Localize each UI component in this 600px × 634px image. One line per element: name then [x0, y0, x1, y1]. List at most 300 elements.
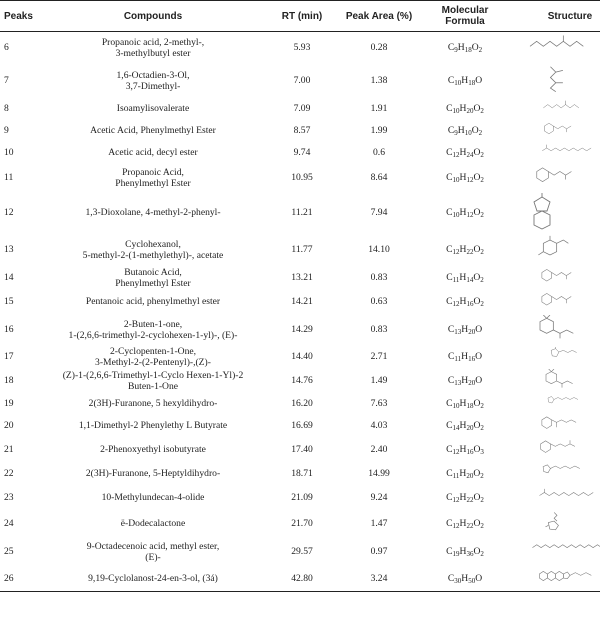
compound-name-line1: 1,1-Dimethyl-2 Phenylethy L Butyrate: [78, 420, 228, 431]
formula-element: H: [459, 420, 467, 431]
formula-count: 11: [452, 472, 460, 480]
compound-name-line2: Phenylmethyl Ester: [115, 277, 191, 289]
formula-count: 2: [480, 276, 484, 284]
formula-element: H: [459, 244, 467, 255]
formula-element: H: [459, 468, 467, 479]
header-structure: Structure: [514, 1, 600, 32]
compound-name: [44, 368, 262, 394]
peak-area: 7.94: [370, 207, 388, 218]
formula-count: 2: [480, 472, 484, 480]
formula-count: 2: [478, 46, 483, 55]
compound-name-line2: 3-Methyl-2-(2-Pentenyl)-,(Z)-: [95, 356, 211, 368]
retention-time: 14.21: [291, 296, 313, 307]
molecular-formula: [416, 98, 514, 120]
compound-name-line1: 9,19-Cyclolanost-24-en-3-ol, (3á): [88, 572, 218, 584]
compound-name-line1: 2(3H)-Furanone, 5-Heptyldihydro-: [85, 468, 221, 479]
molecular-formula: [416, 538, 514, 566]
formula-count: 2: [480, 211, 484, 219]
compound-name: [44, 234, 262, 266]
peak-area: 14.99: [368, 468, 390, 479]
peak-number: 26: [0, 566, 44, 592]
molecular-formula: [416, 438, 514, 462]
retention-time: 14.40: [291, 351, 313, 362]
formula-count: 16: [466, 448, 474, 456]
compound-name: [44, 164, 262, 192]
compound-name: [44, 538, 262, 566]
molecular-formula: [416, 510, 514, 538]
formula-element: H: [459, 518, 467, 529]
retention-time: 42.80: [262, 566, 342, 592]
linalool-structure-icon: [514, 64, 600, 98]
chain-ester-structure-icon: [514, 32, 600, 64]
formula-count: 20: [468, 379, 476, 387]
peak-number: 6: [4, 42, 9, 54]
table-row: [0, 142, 600, 164]
formula-element: C: [446, 492, 453, 503]
retention-time: 5.93: [293, 42, 311, 54]
molecular-formula: [416, 234, 514, 266]
table-row: [0, 414, 600, 438]
peak-number: 21: [4, 444, 14, 455]
formula-element: C: [446, 420, 453, 431]
molecular-formula: [416, 462, 514, 486]
compound-name: [44, 266, 262, 290]
peak-area: 0.63: [370, 296, 388, 307]
formula-element: O: [473, 518, 481, 529]
compound-name: [44, 32, 262, 64]
compound-name-line1: 10-Methylundecan-4-olide: [101, 492, 205, 503]
formula-element: O: [473, 444, 481, 455]
compound-name-line1: 2-Buten-1-one,: [123, 318, 183, 330]
peak-area: 1.91: [370, 103, 388, 114]
formula-element: H: [459, 147, 467, 158]
compound-name: [44, 64, 262, 98]
header-rt: RT (min): [262, 1, 342, 32]
formula-element: O: [473, 207, 481, 218]
table-row: [0, 314, 600, 346]
table-row: [0, 98, 600, 120]
formula-count: 12: [452, 151, 460, 159]
formula-count: 14: [466, 276, 474, 284]
peak-area: 14.10: [368, 244, 390, 255]
formula-count: 30: [454, 576, 462, 585]
molecular-formula: [416, 290, 514, 314]
formula-count: 2: [480, 522, 484, 530]
molecular-formula: [416, 486, 514, 510]
formula-element: C: [447, 42, 455, 54]
table-header-row: [0, 1, 600, 32]
compound-name-line1: (Z)-1-(2,6,6-Trimethyl-1-Cyclo Hexen-1-Yl)-2: [62, 369, 244, 381]
molecular-formula: [416, 394, 514, 414]
formula-element: H: [461, 375, 469, 386]
table-row: [0, 266, 600, 290]
formula-count: 2: [480, 107, 484, 115]
compound-name: [44, 510, 262, 538]
table-row: [0, 394, 600, 414]
compound-name-line1: 1,3-Dioxolane, 4-methyl-2-phenyl-: [85, 207, 221, 218]
peak-area: 0.97: [370, 546, 388, 557]
peak-number: 13: [4, 244, 14, 255]
lactone-structure-icon: [514, 394, 600, 414]
fatty-ester-structure-icon: [514, 538, 600, 566]
formula-count: 3: [480, 448, 484, 456]
retention-time: 11.77: [291, 244, 313, 255]
formula-element: O: [475, 572, 483, 584]
compound-name: [44, 462, 262, 486]
header-formula-line1: Molecular: [441, 5, 489, 16]
compound-name-line2: 3-methylbutyl ester: [115, 47, 191, 59]
compound-name: [44, 394, 262, 414]
benzyl-ester-structure-icon: [514, 164, 600, 192]
formula-element: C: [446, 172, 453, 183]
compound-name: [44, 120, 262, 142]
peak-number: 12: [4, 207, 14, 218]
formula-element: O: [473, 272, 481, 283]
formula-count: 2: [480, 176, 484, 184]
formula-element: O: [471, 125, 479, 136]
header-peaks: Peaks: [0, 1, 44, 32]
chain-ester-structure-icon: [514, 98, 600, 120]
compound-name-line1: Acetic Acid, Phenylmethyl Ester: [90, 125, 216, 136]
molecular-formula: [416, 314, 514, 346]
peak-number: 14: [4, 272, 14, 283]
header-compounds: Compounds: [44, 1, 262, 32]
retention-time: 21.70: [291, 518, 313, 529]
formula-element: O: [475, 351, 483, 362]
formula-count: 18: [468, 79, 476, 87]
formula-count: 22: [466, 248, 474, 256]
formula-count: 2: [480, 300, 484, 308]
formula-element: C: [446, 444, 453, 455]
table-row: [0, 538, 600, 566]
formula-element: H: [457, 42, 465, 54]
peak-number: 25: [4, 546, 14, 557]
formula-count: 16: [468, 355, 476, 363]
formula-count: 10: [452, 402, 460, 410]
formula-count: 20: [466, 472, 474, 480]
table-row: [0, 346, 600, 368]
formula-element: C: [446, 468, 453, 479]
compound-name: [44, 486, 262, 510]
formula-count: 16: [466, 300, 474, 308]
retention-time: 17.40: [291, 444, 313, 455]
formula-element: C: [446, 272, 453, 283]
compound-name-line1: Propanoic Acid,: [122, 166, 184, 178]
formula-element: C: [446, 147, 453, 158]
header-peak-area: Peak Area (%): [342, 1, 416, 32]
molecular-formula: [416, 368, 514, 394]
formula-element: O: [473, 468, 481, 479]
formula-count: 12: [452, 496, 460, 504]
retention-time: 8.57: [293, 125, 311, 136]
retention-time: 11.21: [291, 207, 313, 218]
benzyl-ester-structure-icon: [514, 290, 600, 314]
molecular-formula: [416, 414, 514, 438]
peak-number: 17: [4, 351, 14, 362]
formula-element: O: [473, 546, 481, 557]
peak-area: 9.24: [370, 492, 388, 503]
retention-time: 7.00: [293, 75, 311, 86]
formula-element: C: [446, 296, 453, 307]
formula-element: O: [473, 296, 481, 307]
peak-number: 19: [4, 398, 14, 409]
formula-element: H: [459, 207, 467, 218]
formula-element: C: [447, 375, 455, 386]
formula-element: O: [475, 75, 483, 86]
compound-name: [44, 192, 262, 234]
table-row: [0, 510, 600, 538]
compound-name-line1: 1,6-Octadien-3-Ol,: [116, 69, 190, 81]
formula-element: H: [459, 103, 467, 114]
formula-count: 11: [454, 355, 462, 363]
compound-name: [44, 142, 262, 164]
formula-count: 10: [454, 79, 462, 87]
formula-element: H: [461, 351, 469, 362]
formula-element: H: [459, 272, 467, 283]
molecular-formula: [416, 120, 514, 142]
formula-element: H: [459, 444, 467, 455]
compound-name-line2: 1-(2,6,6-trimethyl-2-cyclohexen-1-yl)-, (E)-: [68, 329, 238, 341]
peak-area: 7.63: [370, 398, 388, 409]
formula-count: 10: [452, 176, 460, 184]
benzyl-ester-structure-icon: [514, 120, 600, 142]
peak-number: 11: [4, 172, 14, 183]
peak-area: 8.64: [370, 172, 388, 183]
formula-element: H: [461, 75, 469, 86]
peak-number: 9: [4, 125, 9, 136]
compound-name-line1: 2(3H)-Furanone, 5 hexyldihydro-: [88, 398, 218, 409]
molecular-formula: [416, 346, 514, 368]
compound-name: [44, 566, 262, 592]
header-molecular-formula: [416, 1, 514, 32]
phenyl-ester-structure-icon: [514, 414, 600, 438]
retention-time: 18.71: [291, 468, 313, 479]
molecular-formula: [416, 164, 514, 192]
compound-name-line1: Acetic acid, decyl ester: [108, 147, 198, 158]
retention-time: 10.95: [291, 172, 313, 183]
peak-number: 15: [4, 296, 14, 307]
formula-count: 36: [466, 550, 474, 558]
formula-count: 12: [452, 248, 460, 256]
retention-time: 16.69: [291, 420, 313, 431]
formula-element: C: [446, 103, 453, 114]
formula-element: H: [459, 296, 467, 307]
compound-name-line1: ë-Dodecalactone: [120, 518, 186, 529]
compound-name-line1: 9-Octadecenoic acid, methyl ester,: [86, 540, 220, 552]
compound-name-line2: 3,7-Dimethyl-: [125, 80, 181, 92]
compound-name-line2: 5-methyl-2-(1-methylethyl)-, acetate: [82, 249, 224, 261]
compound-name-line1: Cyclohexanol,: [125, 238, 181, 250]
formula-element: H: [459, 546, 467, 557]
compound-name: [44, 414, 262, 438]
formula-count: 24: [466, 151, 474, 159]
table-row: [0, 368, 600, 394]
steroid-structure-icon: [514, 566, 600, 592]
formula-element: C: [447, 351, 455, 362]
table-row: [0, 234, 600, 266]
molecular-formula: [416, 32, 514, 64]
formula-count: 2: [480, 496, 484, 504]
formula-count: 2: [480, 248, 484, 256]
compound-name-line1: Butanoic Acid,: [124, 266, 182, 278]
formula-element: C: [446, 207, 453, 218]
peak-number: 16: [4, 324, 14, 335]
formula-count: 2: [480, 550, 484, 558]
formula-count: 2: [480, 151, 484, 159]
compound-name-line2: (E)-: [145, 551, 161, 563]
peak-number: 7: [4, 75, 9, 86]
retention-time: 7.09: [293, 103, 311, 114]
peak-area: 4.03: [370, 420, 388, 431]
table-row: [0, 32, 600, 64]
formula-element: O: [473, 244, 481, 255]
formula-count: 10: [452, 107, 460, 115]
formula-element: C: [446, 244, 453, 255]
compound-name-line2: Buten-1-One: [127, 380, 179, 392]
table-row: [0, 64, 600, 98]
formula-count: 2: [480, 424, 484, 432]
formula-element: C: [446, 398, 453, 409]
formula-element: H: [459, 172, 467, 183]
peak-number: 10: [4, 147, 14, 158]
formula-count: 20: [466, 424, 474, 432]
compound-name: [44, 438, 262, 462]
compound-name: [44, 346, 262, 368]
formula-element: O: [475, 324, 483, 335]
formula-element: H: [461, 324, 469, 335]
peak-area: 1.49: [370, 375, 388, 386]
compound-name: [44, 314, 262, 346]
formula-count: 2: [478, 129, 483, 137]
retention-time: 9.74: [293, 147, 311, 158]
formula-element: H: [461, 572, 469, 584]
peak-number: 20: [4, 420, 14, 431]
formula-element: C: [446, 518, 453, 529]
retention-time: 21.09: [291, 492, 313, 503]
compound-name-line1: Isoamylisovalerate: [116, 103, 190, 114]
formula-count: 20: [468, 328, 476, 336]
peak-area: 0.28: [370, 42, 388, 54]
table-row: [0, 164, 600, 192]
peak-area: 0.6: [373, 147, 385, 158]
table-row: [0, 462, 600, 486]
header-formula-line2: Formula: [445, 16, 485, 27]
formula-element: O: [473, 398, 481, 409]
table-row: [0, 290, 600, 314]
formula-count: 12: [452, 448, 460, 456]
formula-count: 2: [480, 402, 484, 410]
peak-area: 1.99: [370, 125, 388, 136]
formula-count: 12: [466, 211, 474, 219]
formula-count: 12: [452, 300, 460, 308]
table-row: [0, 120, 600, 142]
peak-area: 3.24: [342, 566, 416, 592]
formula-element: O: [475, 375, 483, 386]
retention-time: 16.20: [291, 398, 313, 409]
formula-count: 9: [454, 46, 458, 55]
table-row: [0, 192, 600, 234]
molecular-formula: [416, 64, 514, 98]
formula-element: C: [447, 572, 455, 584]
compound-name: [44, 98, 262, 120]
formula-count: 20: [466, 107, 474, 115]
formula-count: 50: [468, 576, 476, 585]
formula-element: O: [471, 42, 479, 54]
long-chain-structure-icon: [514, 486, 600, 510]
formula-element: O: [473, 147, 481, 158]
formula-count: 12: [466, 176, 474, 184]
formula-count: 18: [464, 46, 472, 55]
formula-element: H: [459, 492, 467, 503]
compound-name-line1: 2-Cyclopenten-1-One,: [109, 345, 197, 357]
phenoxy-ester-structure-icon: [514, 438, 600, 462]
menthyl-acetate-structure-icon: [514, 234, 600, 266]
benzyl-ester-structure-icon: [514, 266, 600, 290]
formula-count: 11: [452, 276, 460, 284]
compound-name-line1: Propanoic acid, 2-methyl-,: [101, 36, 205, 48]
dioxolane-structure-icon: [514, 192, 600, 234]
formula-count: 13: [454, 328, 462, 336]
peak-number: 8: [4, 103, 9, 114]
formula-count: 10: [452, 211, 460, 219]
formula-element: O: [473, 420, 481, 431]
peak-area: 1.47: [370, 518, 388, 529]
retention-time: 14.76: [291, 375, 313, 386]
formula-element: O: [473, 492, 481, 503]
molecular-formula: [416, 566, 514, 592]
formula-count: 9: [454, 129, 458, 137]
formula-count: 14: [452, 424, 460, 432]
formula-element: H: [457, 125, 465, 136]
formula-count: 22: [466, 522, 474, 530]
formula-element: O: [473, 172, 481, 183]
compound-name-line2: Phenylmethyl Ester: [115, 177, 191, 189]
formula-element: C: [447, 75, 455, 86]
peak-area: 0.83: [370, 324, 388, 335]
molecular-formula: [416, 192, 514, 234]
peak-number: 18: [4, 375, 14, 386]
formula-count: 18: [466, 402, 474, 410]
damascone-structure-icon: [514, 314, 600, 346]
formula-element: H: [459, 398, 467, 409]
peak-area: 2.40: [370, 444, 388, 455]
table-row: [0, 566, 600, 592]
peak-area: 2.71: [370, 351, 388, 362]
molecular-formula: [416, 266, 514, 290]
compound-name-line1: 2-Phenoxyethyl isobutyrate: [100, 444, 206, 455]
dodecalactone-structure-icon: [514, 510, 600, 538]
formula-element: C: [447, 324, 455, 335]
formula-element: C: [447, 125, 455, 136]
formula-count: 19: [452, 550, 460, 558]
table-row: [0, 438, 600, 462]
formula-count: 10: [464, 129, 472, 137]
retention-time: 13.21: [291, 272, 313, 283]
formula-element: O: [473, 103, 481, 114]
long-chain-structure-icon: [514, 142, 600, 164]
peak-number: 23: [4, 492, 14, 503]
molecular-formula: [416, 142, 514, 164]
compound-name-line1: Pentanoic acid, phenylmethyl ester: [85, 296, 221, 307]
formula-count: 22: [466, 496, 474, 504]
formula-element: C: [446, 546, 453, 557]
table-row: [0, 486, 600, 510]
peak-number: 22: [4, 468, 14, 479]
jasmone-structure-icon: [514, 346, 600, 368]
damascone-structure-icon: [514, 368, 600, 394]
peak-area: 0.83: [370, 272, 388, 283]
retention-time: 29.57: [291, 546, 313, 557]
